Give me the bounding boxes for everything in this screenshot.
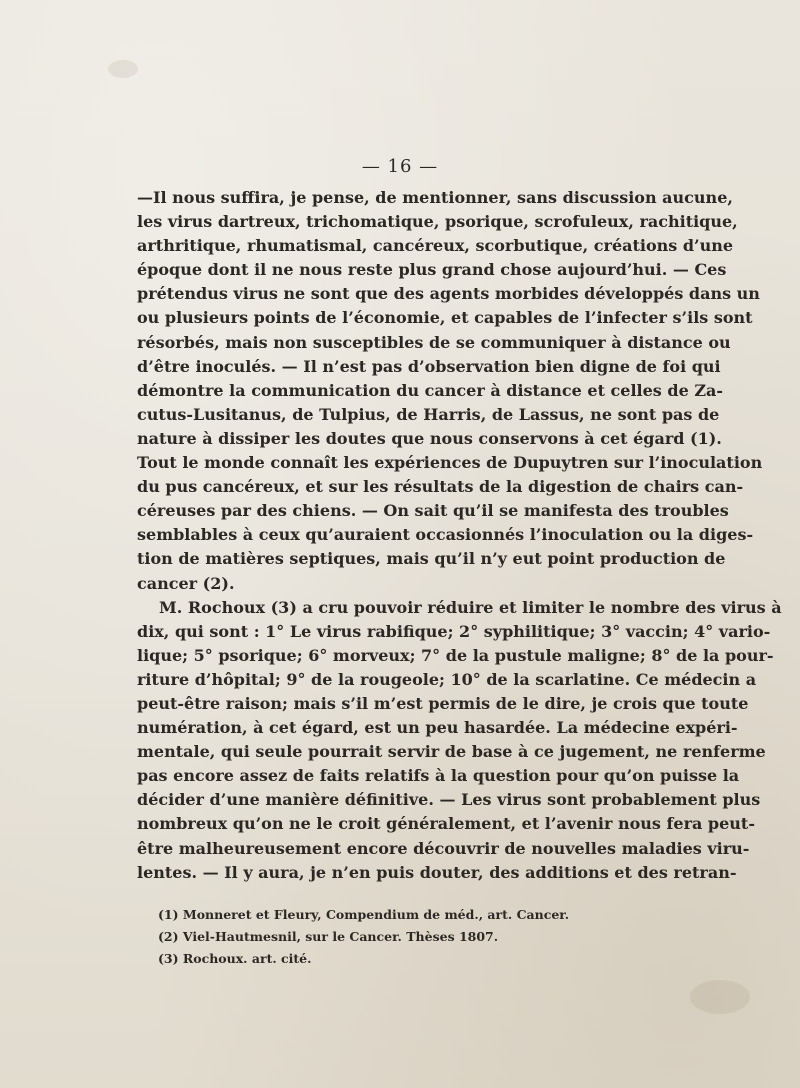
text-line: arthritique, rhumatismal, cancéreux, scorbutique, créations d’une	[137, 236, 734, 256]
footnotes	[158, 904, 658, 970]
text-line: lentes. — Il y aura, je n’en puis douter, des additions et des retran-	[137, 862, 737, 882]
text-line: nature à dissiper les doutes que nous conservons à cet égard (1).	[137, 428, 722, 448]
text-line: mentale, qui seule pourrait servir de base à ce jugement, ne renferme	[137, 742, 766, 762]
text-line: résorbés, mais non susceptibles de se communiquer à distance ou	[137, 332, 731, 352]
text-line: prétendus virus ne sont que des agents morbides développés dans un	[137, 284, 760, 304]
text-line: décider d’une manière définitive. — Les virus sont probablement plus	[137, 790, 761, 810]
text-line: du pus cancéreux, et sur les résultats de la digestion de chairs can-	[137, 477, 744, 497]
footnote: (3) Rochoux. art. cité.	[158, 951, 312, 966]
text-line: les virus dartreux, trichomatique, psorique, scrofuleux, rachitique,	[137, 212, 738, 232]
text-line: nombreux qu’on ne le croit généralement, et l’avenir nous fera peut-	[137, 814, 755, 834]
text-line: ou plusieurs points de l’économie, et capables de l’infecter s’ils sont	[137, 308, 753, 328]
text-line: riture d’hôpital; 9° de la rougeole; 10° de la scarlatine. Ce médecin a	[137, 669, 757, 689]
text-line: M. Rochoux (3) a cru pouvoir réduire et limiter le nombre des virus à	[159, 597, 782, 617]
text-line: —Il nous suffira, je pense, de mentionner, sans discussion aucune,	[137, 188, 733, 207]
text-line: époque dont il ne nous reste plus grand chose aujourd’hui. — Ces	[137, 260, 727, 280]
text-line: pas encore assez de faits relatifs à la question pour qu’on puisse la	[137, 766, 740, 786]
text-line: démontre la communication du cancer à distance et celles de Za-	[137, 380, 724, 400]
footnote: (1) Monneret et Fleury, Compendium de méd., art. Cancer.	[158, 907, 570, 922]
text-line: cancer (2).	[137, 573, 235, 593]
text-line: semblables à ceux qu’auraient occasionnés l’inoculation ou la diges-	[137, 525, 754, 545]
body-text	[137, 186, 782, 885]
text-line: dix, qui sont : 1° Le virus rabifique; 2° syphilitique; 3° vaccin; 4° vario-	[137, 621, 771, 641]
footnote: (2) Viel-Hautmesnil, sur le Cancer. Thèses 1807.	[158, 929, 499, 944]
text-line: céreuses par des chiens. — On sait qu’il se manifesta des troubles	[137, 501, 729, 521]
text-line: Tout le monde connaît les expériences de Dupuytren sur l’inoculation	[137, 453, 763, 473]
text-line: lique; 5° psorique; 6° morveux; 7° de la pustule maligne; 8° de la pour-	[137, 645, 774, 665]
paper-stain	[690, 980, 750, 1014]
page-number: — 16 —	[361, 156, 439, 177]
text-line: d’être inoculés. — Il n’est pas d’observation bien digne de foi qui	[137, 356, 721, 376]
text-line: peut-être raison; mais s’il m’est permis de le dire, je crois que toute	[137, 693, 749, 713]
paper-stain	[108, 60, 138, 78]
text-line: être malheureusement encore découvrir de nouvelles maladies viru-	[137, 838, 750, 858]
text-line: numération, à cet égard, est un peu hasardée. La médecine expéri-	[137, 718, 738, 738]
text-line: tion de matières septiques, mais qu’il n’y eut point production de	[137, 549, 726, 569]
text-line: cutus-Lusitanus, de Tulpius, de Harris, de Lassus, ne sont pas de	[137, 404, 720, 424]
